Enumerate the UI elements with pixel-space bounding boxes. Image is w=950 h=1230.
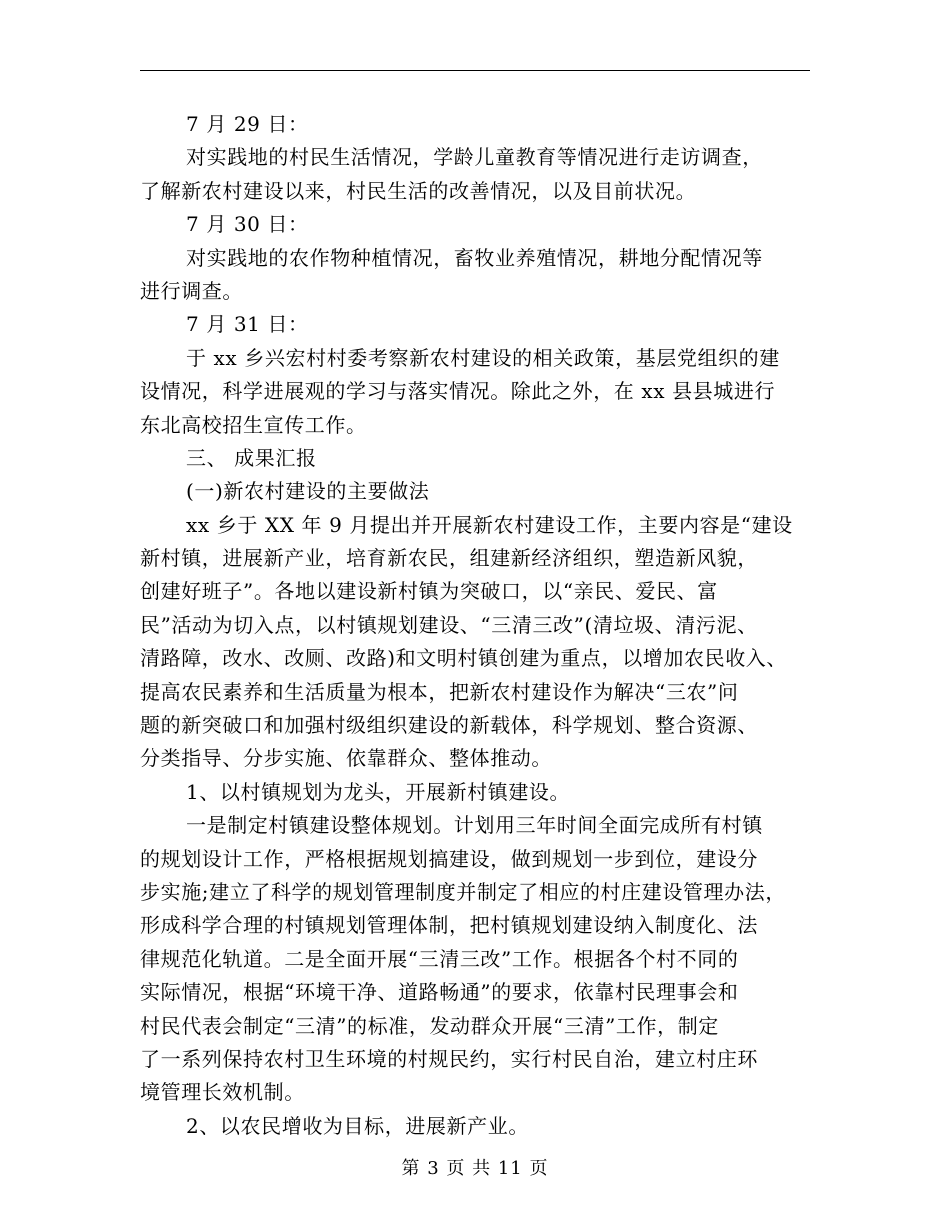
text-line: 的规划设计工作，严格根据规划搞建设，做到规划一步到位，建设分 — [140, 846, 758, 871]
text-line: 题的新突破口和加强村级组织建设的新载体，科学规划、整合资源、 — [140, 713, 758, 738]
text-line: 对实践地的农作物种植情况，畜牧业养殖情况，耕地分配情况等 — [186, 245, 763, 270]
text-line: 清路障，改水、改厕、改路)和文明村镇创建为重点，以增加农民收入、 — [140, 646, 788, 671]
text-line: 村民代表会制定“三清”的标准，发动群众开展“三清”工作，制定 — [140, 1013, 719, 1038]
text-line: 东北高校招生宣传工作。 — [140, 412, 367, 437]
text-line: 创建好班子”。各地以建设新村镇为突破口，以“亲民、爱民、富 — [140, 579, 718, 604]
text-line: 一是制定村镇建设整体规划。计划用三年时间全面完成所有村镇 — [186, 813, 763, 838]
header-rule — [140, 70, 810, 71]
text-line: (一)新农村建设的主要做法 — [186, 479, 430, 504]
text-line: 境管理长效机制。 — [140, 1080, 305, 1105]
text-line: 了解新农村建设以来，村民生活的改善情况，以及目前状况。 — [140, 178, 697, 203]
text-line: 提高农民素养和生活质量为根本，把新农村建设作为解决“三农”问 — [140, 679, 739, 704]
text-line: 步实施;建立了科学的规划管理制度并制定了相应的村庄建设管理办法， — [140, 879, 786, 904]
page-footer: 第 3 页 共 11 页 — [401, 1158, 549, 1179]
text-line: 分类指导、分步实施、依靠群众、整体推动。 — [140, 746, 552, 771]
text-line: 于 xx 乡兴宏村村委考察新农村建设的相关政策，基层党组织的建 — [186, 345, 780, 370]
text-line: 对实践地的村民生活情况，学龄儿童教育等情况进行走访调查， — [186, 145, 763, 170]
text-line: 设情况，科学进展观的学习与落实情况。除此之外，在 xx 县县城进行 — [140, 379, 776, 404]
text-line: 1、以村镇规划为龙头，开展新村镇建设。 — [186, 779, 571, 804]
text-line: 民”活动为切入点，以村镇规划建设、“三清三改”(清垃圾、清污泥、 — [140, 612, 758, 637]
document-body — [140, 108, 820, 1143]
text-line: 新村镇，进展新产业，培育新农民，组建新经济组织，塑造新风貌， — [140, 546, 758, 571]
text-line: 7 月 30 日： — [186, 212, 309, 237]
text-line: 2、以农民增收为目标，进展新产业。 — [186, 1113, 529, 1138]
text-line: 实际情况，根据“环境干净、道路畅通”的要求，依靠村民理事会和 — [140, 980, 739, 1005]
text-line: xx 乡于 XX 年 9 月提出并开展新农村建设工作，主要内容是“建设 — [186, 512, 793, 537]
text-line: 进行调查。 — [140, 278, 243, 303]
text-line: 律规范化轨道。二是全面开展“三清三改”工作。根据各个村不同的 — [140, 946, 739, 971]
text-line: 形成科学合理的村镇规划管理体制，把村镇规划建设纳入制度化、法 — [140, 913, 758, 938]
text-line: 7 月 29 日： — [186, 112, 309, 136]
text-line: 三、 成果汇报 — [186, 445, 317, 470]
text-line: 7 月 31 日： — [186, 312, 309, 337]
text-line: 了一系列保持农村卫生环境的村规民约，实行村民自治，建立村庄环 — [140, 1046, 758, 1071]
